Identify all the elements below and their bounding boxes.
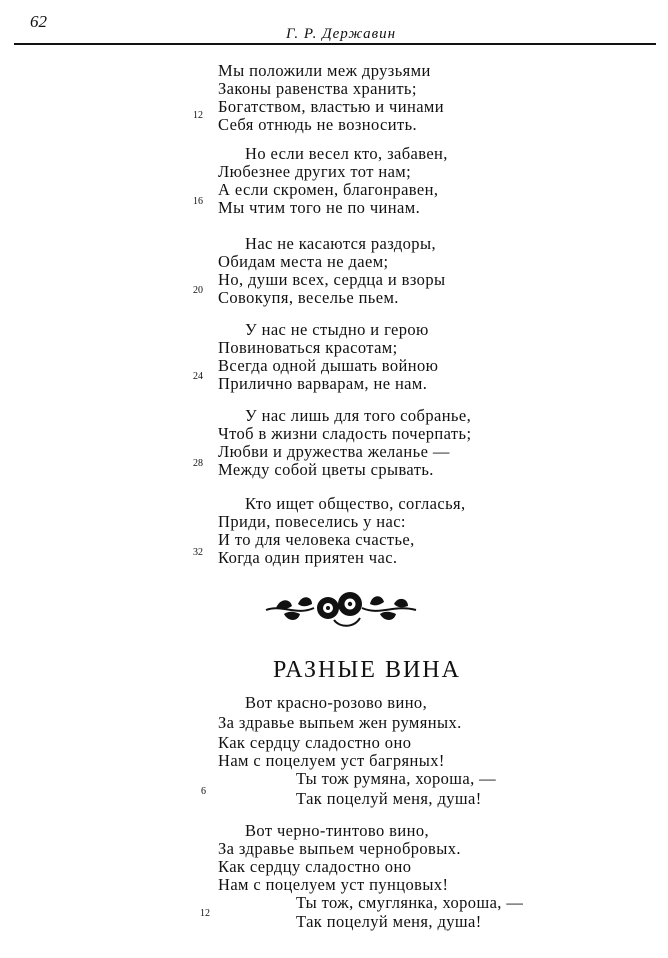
verse-line: Кто ищет общество, согласья, (245, 494, 466, 513)
verse-line: Чтоб в жизни сладость почерпать; (218, 424, 472, 443)
verse-line: Повиноваться красотам; (218, 338, 398, 357)
line-number: 28 (193, 458, 203, 469)
verse-line: Приди, повеселись у нас: (218, 512, 406, 531)
verse-line: Как сердцу сладостно оно (218, 733, 412, 752)
line-number: 16 (193, 196, 203, 207)
verse-line: Любви и дружества желанье — (218, 442, 450, 461)
verse-line: Когда один приятен час. (218, 548, 398, 567)
verse-line: Мы чтим того не по чинам. (218, 198, 421, 217)
header-rule (14, 43, 656, 45)
verse-line: У нас не стыдно и герою (245, 320, 429, 339)
verse-line: Так поцелуй меня, душа! (296, 912, 482, 931)
verse-line: Обидам места не даем; (218, 252, 389, 271)
verse-line: Себя отнюдь не возносить. (218, 115, 418, 134)
verse-line: Нам с поцелуем уст пунцовых! (218, 875, 449, 894)
line-number: 24 (193, 371, 203, 382)
verse-line: Вот черно-тинтово вино, (245, 821, 430, 840)
verse-line: А если скромен, благонравен, (218, 180, 439, 199)
floral-vignette-icon (262, 586, 420, 632)
verse-line: Ты тож, смуглянка, хороша, — (296, 893, 524, 912)
running-title: Г. Р. Державин (286, 26, 397, 42)
verse-line: Совокупя, веселье пьем. (218, 288, 399, 307)
poem-title: РАЗНЫЕ ВИНА (273, 657, 461, 683)
verse-line: Нас не касаются раздоры, (245, 234, 436, 253)
verse-line: Нам с поцелуем уст багряных! (218, 751, 445, 770)
verse-line: За здравье выпьем жен румяных. (218, 713, 462, 732)
verse-line: И то для человека счастье, (218, 530, 415, 549)
verse-line: У нас лишь для того собранье, (245, 406, 472, 425)
verse-line: Вот красно-розово вино, (245, 693, 428, 712)
page-header (0, 0, 668, 46)
line-number: 6 (201, 786, 206, 797)
verse-line: Всегда одной дышать войною (218, 356, 439, 375)
line-number: 12 (193, 110, 203, 121)
verse-line: Любезнее других тот нам; (218, 162, 412, 181)
verse-line: Богатством, властью и чинами (218, 97, 444, 116)
verse-line: Но если весел кто, забавен, (245, 144, 448, 163)
verse-line: Как сердцу сладостно оно (218, 857, 412, 876)
line-number: 32 (193, 547, 203, 558)
verse-line: Мы положили меж друзьями (218, 61, 431, 80)
verse-line: Законы равенства хранить; (218, 79, 417, 98)
verse-line: Ты тож румяна, хороша, — (296, 769, 497, 788)
verse-line: Но, души всех, сердца и взоры (218, 270, 446, 289)
line-number: 12 (200, 908, 210, 919)
line-number: 20 (193, 285, 203, 296)
verse-line: Прилично варварам, не нам. (218, 374, 428, 393)
verse-line: За здравье выпьем чернобровых. (218, 839, 461, 858)
verse-line: Между собой цветы срывать. (218, 460, 434, 479)
verse-line: Так поцелуй меня, душа! (296, 789, 482, 808)
page-number: 62 (30, 12, 47, 31)
